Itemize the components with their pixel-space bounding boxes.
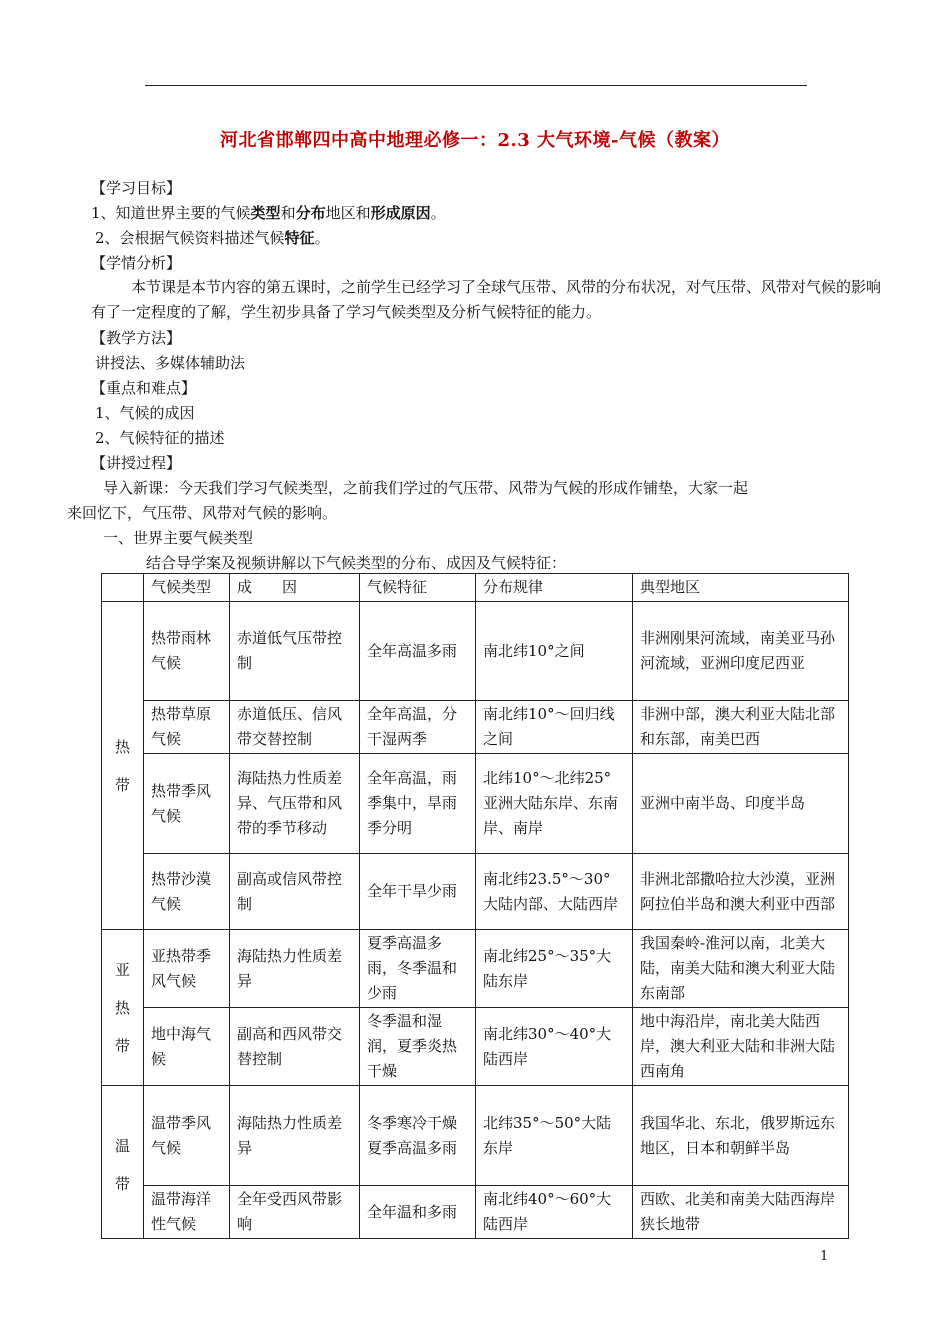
climate-distribution: 北纬35°～50°大陆东岸 xyxy=(476,1086,633,1186)
climate-region: 我国秦岭-淮河以南，北美大陆，南美大陆和澳大利亚大陆东南部 xyxy=(633,930,849,1008)
climate-distribution: 南北纬10°～回归线之间 xyxy=(476,701,633,754)
climate-feature xyxy=(360,1086,476,1186)
process-heading: 【讲授过程】 xyxy=(91,454,182,472)
climate-cause: 副高和西风带交替控制 xyxy=(230,1008,360,1086)
zone-label: 温带 xyxy=(114,1137,130,1193)
table-row xyxy=(102,854,849,930)
key-heading: 【重点和难点】 xyxy=(91,379,197,397)
climate-cause: 海陆热力性质差异 xyxy=(230,930,360,1008)
objective-1 xyxy=(91,203,446,223)
part1-heading: 一、世界主要气候类型 xyxy=(103,529,254,547)
objective-2 xyxy=(95,228,330,248)
climate-cause: 全年受西风带影响 xyxy=(230,1186,360,1239)
climate-cause: 赤道低气压带控制 xyxy=(230,602,360,701)
objective-1-text: 地区和 xyxy=(325,204,371,222)
climate-region: 非洲中部，澳大利亚大陆北部和东部，南美巴西 xyxy=(633,701,849,754)
zone-cell-tropical xyxy=(102,602,144,930)
table-row xyxy=(102,930,849,1008)
header-cell: 分布规律 xyxy=(476,574,633,602)
climate-type: 温带季风气候 xyxy=(144,1086,230,1186)
header-cell: 气候特征 xyxy=(360,574,476,602)
climate-distribution: 南北纬40°～60°大陆西岸 xyxy=(476,1186,633,1239)
climate-distribution: 南北纬30°～40°大陆西岸 xyxy=(476,1008,633,1086)
climate-distribution: 北纬10°～北纬25°亚洲大陆东岸、东南岸、南岸 xyxy=(476,754,633,854)
climate-cause: 赤道低压、信风带交替控制 xyxy=(230,701,360,754)
climate-table xyxy=(101,573,849,1239)
zone-label: 亚热带 xyxy=(114,960,130,1055)
header-cell: 成 因 xyxy=(230,574,360,602)
objective-1-text: 和 xyxy=(280,204,296,222)
analysis-heading: 【学情分析】 xyxy=(91,254,182,272)
zone-label: 热带 xyxy=(114,737,130,794)
key-point-2: 2、气候特征的描述 xyxy=(95,429,225,447)
part1-intro: 结合导学案及视频讲解以下气候类型的分布、成因及气候特征： xyxy=(146,554,567,572)
climate-type: 亚热带季风气候 xyxy=(144,930,230,1008)
table-row xyxy=(102,1086,849,1186)
climate-feature: 全年高温，雨季集中，旱雨季分明 xyxy=(360,754,476,854)
climate-region: 非洲北部撒哈拉大沙漠，亚洲阿拉伯半岛和澳大利亚中西部 xyxy=(633,854,849,930)
climate-type: 温带海洋性气候 xyxy=(144,1186,230,1239)
climate-type: 热带季风气候 xyxy=(144,754,230,854)
intro-line-1: 导入新课：今天我们学习气候类型，之前我们学过的气压带、风带为气候的形成作铺垫，大家一起 xyxy=(103,479,749,497)
analysis-text: 本节课是本节内容的第五课时，之前学生已经学习了全球气压带、风带的分布状况，对气压带、风带对气候的影响有了一定程度的了解，学生初步具备了学习气候类型及分析气候特征的能力。 xyxy=(91,278,882,321)
climate-cause: 海陆热力性质差异 xyxy=(230,1086,360,1186)
objective-2-text: 2、会根据气候资料描述气候 xyxy=(95,229,285,247)
climate-distribution: 南北纬10°之间 xyxy=(476,602,633,701)
intro-line-2: 来回忆下，气压带、风带对气候的影响。 xyxy=(67,504,338,522)
table-header-row xyxy=(102,574,849,602)
climate-feature: 全年高温，分干湿两季 xyxy=(360,701,476,754)
climate-region: 我国华北、东北，俄罗斯远东地区，日本和朝鲜半岛 xyxy=(633,1086,849,1186)
page-number: 1 xyxy=(820,1249,829,1264)
climate-type: 热带雨林气候 xyxy=(144,602,230,701)
objective-1-bold-cause: 形成原因 xyxy=(370,204,431,222)
table-row xyxy=(102,1186,849,1239)
climate-feature: 全年干旱少雨 xyxy=(360,854,476,930)
climate-distribution: 南北纬23.5°～30°大陆内部、大陆西岸 xyxy=(476,854,633,930)
zone-cell-subtropical xyxy=(102,930,144,1086)
climate-region: 非洲刚果河流域，南美亚马孙河流域，亚洲印度尼西亚 xyxy=(633,602,849,701)
climate-type: 热带草原气候 xyxy=(144,701,230,754)
climate-feature: 全年高温多雨 xyxy=(360,602,476,701)
header-cell: 气候类型 xyxy=(144,574,230,602)
climate-feature-summer: 夏季高温多雨 xyxy=(367,1138,458,1157)
zone-cell-temperate xyxy=(102,1086,144,1239)
objective-1-text: 1、知道世界主要的气候 xyxy=(91,204,251,222)
key-point-1: 1、气候的成因 xyxy=(95,404,195,422)
table-row xyxy=(102,602,849,701)
table-row xyxy=(102,1008,849,1086)
climate-feature: 全年温和多雨 xyxy=(360,1186,476,1239)
objective-2-bold-feature: 特征 xyxy=(284,229,315,247)
climate-region: 亚洲中南半岛、印度半岛 xyxy=(633,754,849,854)
header-cell-blank xyxy=(102,574,144,602)
header-rule xyxy=(145,85,807,86)
climate-region: 西欧、北美和南美大陆西海岸狭长地带 xyxy=(633,1186,849,1239)
table-row xyxy=(102,754,849,854)
table-row xyxy=(102,701,849,754)
method-text: 讲授法、多媒体辅助法 xyxy=(95,354,246,372)
objective-1-bold-distribution: 分布 xyxy=(295,204,326,222)
climate-region: 地中海沿岸，南北美大陆西岸，澳大利亚大陆和非洲大陆西南角 xyxy=(633,1008,849,1086)
climate-cause: 副高或信风带控制 xyxy=(230,854,360,930)
objective-2-text: 。 xyxy=(314,229,330,247)
climate-feature: 冬季温和湿润，夏季炎热干燥 xyxy=(360,1008,476,1086)
climate-type: 热带沙漠气候 xyxy=(144,854,230,930)
header-cell: 典型地区 xyxy=(633,574,849,602)
climate-type: 地中海气候 xyxy=(144,1008,230,1086)
climate-feature-winter: 冬季寒冷干燥 xyxy=(367,1113,458,1132)
page-title: 河北省邯郸四中高中地理必修一：2.3 大气环境-气候（教案） xyxy=(219,130,731,151)
climate-distribution: 南北纬25°～35°大陆东岸 xyxy=(476,930,633,1008)
objective-1-text: 。 xyxy=(430,204,446,222)
method-heading: 【教学方法】 xyxy=(91,329,182,347)
climate-feature: 夏季高温多雨，冬季温和少雨 xyxy=(360,930,476,1008)
objective-1-bold-type: 类型 xyxy=(250,204,281,222)
climate-cause: 海陆热力性质差异、气压带和风带的季节移动 xyxy=(230,754,360,854)
objectives-heading: 【学习目标】 xyxy=(91,179,182,197)
